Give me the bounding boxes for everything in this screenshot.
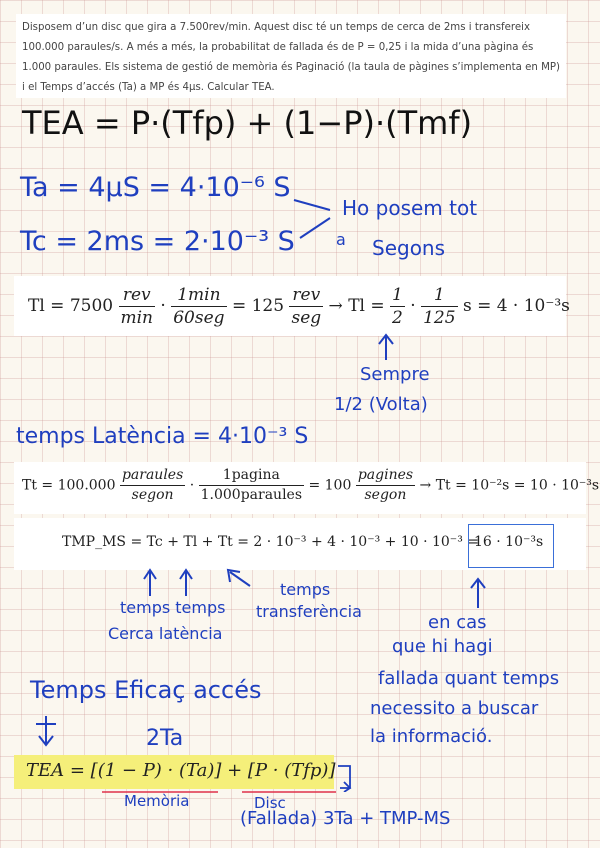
- tt-mid: = 100: [308, 477, 352, 494]
- problem-line-2: 100.000 paraules/s. A més a més, la probabilitat de fallada és de P = 0,25 i la mida d’una pàgina és: [22, 42, 534, 53]
- tl-equation-box: Tl = 7500 $\frac{\text{rev}}{\min}$ · $\frac{1\min}{\text{60seg}}$ = 125 $\frac{\text{rev}}{\text{seg}}$ → Tl = $\frac{1}{2}$ · $\frac{1}{125}$ s = 4 · 10⁻³s: [14, 276, 566, 336]
- tl-mid: = 125: [231, 296, 285, 316]
- ta-value: Ta = 4μS = 4·10⁻⁶ S: [20, 172, 291, 203]
- tc-value: Tc = 2ms = 2·10⁻³ S: [20, 226, 295, 257]
- bracket-arrow-icon: [336, 762, 358, 792]
- problem-line-4: i el Temps d’accés (Ta) a MP és 4μs. Calcular TEA.: [22, 82, 275, 93]
- note-cas-5: la informació.: [370, 726, 493, 747]
- tt-equation-box: Tt = 100.000 $\frac{\text{paraules}}{\text{segon}}$ · $\frac{\text{1pagina}}{\text{1.000paraules}}$ = 100 $\frac{\text{pagines}}{\text{segon}}$ → Tt = 10⁻²s = 10 · 10⁻³s: [14, 462, 586, 514]
- note-seconds-3: Segons: [372, 236, 446, 260]
- problem-statement: [16, 14, 566, 98]
- tl-fraction-1: $\frac{\text{rev}}{\min}$: [120, 285, 154, 328]
- tt-lhs: Tt = 100.000: [22, 477, 116, 494]
- tea-final-formula: TEA = [(1 − P) · (Ta)] + [P · (Tfp)]: [26, 760, 336, 781]
- note-cas-2: que hi hagi: [392, 636, 493, 657]
- tt-fraction-3: $\frac{\text{pagines}}{\text{segon}}$: [357, 467, 414, 503]
- label-cerca-latencia-2: Cerca latència: [108, 624, 223, 643]
- label-transferencia-2: transferència: [256, 602, 362, 621]
- temps-eficac-acces: Temps Eficaç accés: [30, 676, 262, 704]
- label-memoria: Memòria: [124, 792, 190, 810]
- temps-latencia: temps Latència = 4·10⁻³ S: [16, 424, 309, 449]
- note-cas-1: en cas: [428, 612, 487, 633]
- tt-fraction-2: $\frac{\text{1pagina}}{\text{1.000paraules}}$: [200, 467, 303, 503]
- sempre-note-1: Sempre: [360, 364, 430, 385]
- tl-fraction-4: $\frac{1}{2}$: [392, 285, 403, 328]
- tl-fraction-5: $\frac{1}{125}$: [423, 285, 456, 328]
- tmp-answer: 16 · 10⁻³s: [474, 534, 544, 550]
- tt-end: → Tt = 10⁻²s = 10 · 10⁻³s: [419, 477, 600, 494]
- label-cerca-latencia-1: temps temps: [120, 598, 226, 617]
- problem-line-1: Disposem d’un disc que gira a 7.500rev/min. Aquest disc té un temps de cerca de 2ms i transfereix: [22, 22, 530, 33]
- note-seconds-1: Ho posem tot: [342, 196, 478, 220]
- answer-up-arrow-icon: [466, 576, 490, 610]
- tmp-equation: TMP_MS = Tc + Tl + Tt = 2 · 10⁻³ + 4 · 10⁻³ + 10 · 10⁻³ =: [62, 534, 479, 550]
- two-ta: 2Ta: [146, 726, 184, 751]
- tl-end: s = 4 · 10⁻³s: [462, 296, 570, 316]
- tl-lhs: Tl = 7500: [28, 296, 114, 316]
- tt-fraction-1: $\frac{\text{paraules}}{\text{segon}}$: [121, 467, 184, 503]
- note-seconds-2: a: [336, 230, 346, 249]
- tl-fraction-2: $\frac{1\min}{\text{60seg}}$: [173, 285, 225, 328]
- problem-line-3: 1.000 paraules. Els sistema de gestió de memòria és Paginació (la taula de pàgines s’implementa en MP): [22, 62, 560, 73]
- label-transferencia-1: temps: [280, 580, 331, 599]
- fallada-formula: (Fallada) 3Ta + TMP-MS: [240, 808, 451, 829]
- tl-fraction-3: $\frac{\text{rev}}{\text{seg}}$: [291, 285, 322, 328]
- sempre-note-2: 1/2 (Volta): [334, 394, 428, 415]
- label-disc: Disc: [254, 794, 286, 812]
- down-arrow-icon: [34, 712, 58, 750]
- up-arrow-icon: [376, 332, 396, 362]
- answer-highlight-box: [468, 524, 554, 568]
- tea-handwritten-formula: TEA = P·(Tfp) + (1−P)·(Tmf): [22, 104, 473, 142]
- note-cas-4: necessito a buscar: [370, 698, 539, 719]
- note-cas-3: fallada quant temps: [378, 668, 560, 689]
- tl-arrow: → Tl =: [328, 296, 385, 316]
- label-arrows-icon: [140, 566, 280, 600]
